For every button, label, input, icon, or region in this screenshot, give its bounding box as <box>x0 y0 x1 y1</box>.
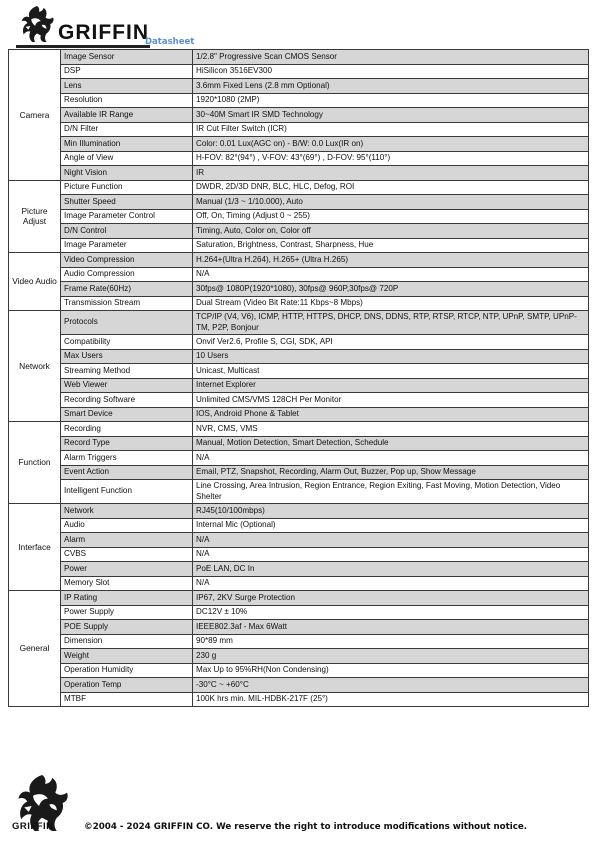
specification-table <box>8 49 589 707</box>
spec-value: PoE LAN, DC In <box>193 562 589 577</box>
spec-row <box>9 296 589 311</box>
spec-parameter: Record Type <box>61 436 193 451</box>
spec-parameter: Available IR Range <box>61 108 193 123</box>
spec-parameter: D/N Filter <box>61 122 193 137</box>
spec-parameter: POE Supply <box>61 620 193 635</box>
spec-value: 100K hrs min. MIL-HDBK-217F (25°) <box>193 692 589 707</box>
spec-row <box>9 151 589 166</box>
spec-value: DC12V ± 10% <box>193 605 589 620</box>
spec-parameter: Dimension <box>61 634 193 649</box>
document-type-label: Datasheet <box>145 37 195 47</box>
spec-parameter: Weight <box>61 649 193 664</box>
spec-row <box>9 634 589 649</box>
spec-parameter: CVBS <box>61 547 193 562</box>
brand-underline <box>16 45 150 48</box>
spec-parameter: Smart Device <box>61 407 193 422</box>
section-name: Function <box>9 422 61 504</box>
spec-row <box>9 591 589 606</box>
spec-row <box>9 547 589 562</box>
spec-row <box>9 180 589 195</box>
spec-parameter: Audio <box>61 518 193 533</box>
spec-parameter: Power <box>61 562 193 577</box>
spec-value: IOS, Android Phone & Tablet <box>193 407 589 422</box>
footer-brand-name: GRIFFIN <box>12 821 54 832</box>
spec-row <box>9 166 589 181</box>
spec-value: 1/2.8" Progressive Scan CMOS Sensor <box>193 50 589 65</box>
section-name: Video Audio <box>9 253 61 311</box>
spec-parameter: Lens <box>61 79 193 94</box>
spec-value: Line Crossing, Area Intrusion, Region Entrance, Region Exiting, Fast Moving, Motion Detection, Video Shelter <box>193 480 589 504</box>
datasheet-header <box>8 4 588 48</box>
spec-row <box>9 311 589 335</box>
spec-parameter: Picture Function <box>61 180 193 195</box>
spec-value: DWDR, 2D/3D DNR, BLC, HLC, Defog, ROI <box>193 180 589 195</box>
spec-row <box>9 238 589 253</box>
spec-row <box>9 649 589 664</box>
spec-row <box>9 50 589 65</box>
spec-value: 3.6mm Fixed Lens (2.8 mm Optional) <box>193 79 589 94</box>
spec-row <box>9 562 589 577</box>
spec-row <box>9 64 589 79</box>
spec-value: N/A <box>193 547 589 562</box>
spec-row <box>9 422 589 437</box>
spec-value: 30~40M Smart IR SMD Technology <box>193 108 589 123</box>
spec-row <box>9 93 589 108</box>
spec-parameter: Compatibility <box>61 335 193 350</box>
spec-value: Unlimited CMS/VMS 128CH Per Monitor <box>193 393 589 408</box>
spec-row <box>9 224 589 239</box>
spec-parameter: Streaming Method <box>61 364 193 379</box>
spec-parameter: Alarm <box>61 533 193 548</box>
spec-parameter: Web Viewer <box>61 378 193 393</box>
spec-value: Timing, Auto, Color on, Color off <box>193 224 589 239</box>
section-name: Camera <box>9 50 61 181</box>
spec-value: Manual, Motion Detection, Smart Detection, Schedule <box>193 436 589 451</box>
spec-value: N/A <box>193 267 589 282</box>
spec-value: Max Up to 95%RH(Non Condensing) <box>193 663 589 678</box>
spec-value: Manual (1/3 ~ 1/10.000), Auto <box>193 195 589 210</box>
copyright-notice: ©2004 - 2024 GRIFFIN CO. We reserve the right to introduce modifications without notice. <box>84 822 528 832</box>
spec-parameter: MTBF <box>61 692 193 707</box>
spec-value: IEEE802.3af - Max 6Watt <box>193 620 589 635</box>
spec-value: Email, PTZ, Snapshot, Recording, Alarm Out, Buzzer, Pop up, Show Message <box>193 465 589 480</box>
spec-row <box>9 605 589 620</box>
spec-value: TCP/IP (V4, V6), ICMP, HTTP, HTTPS, DHCP, DNS, DDNS, RTP, RTSP, RTCP, NTP, UPnP, SMTP, UPnP-TM, P2P, Bonjour <box>193 311 589 335</box>
spec-row <box>9 678 589 693</box>
griffin-logo-icon <box>18 4 56 44</box>
spec-parameter: Video Compression <box>61 253 193 268</box>
spec-parameter: Event Action <box>61 465 193 480</box>
spec-value: Off, On, Timing (Adjust 0 ~ 255) <box>193 209 589 224</box>
spec-row <box>9 282 589 297</box>
spec-parameter: Image Parameter <box>61 238 193 253</box>
spec-parameter: Shutter Speed <box>61 195 193 210</box>
spec-parameter: Recording <box>61 422 193 437</box>
spec-parameter: Frame Rate(60Hz) <box>61 282 193 297</box>
spec-parameter: Image Parameter Control <box>61 209 193 224</box>
spec-value: Color: 0.01 Lux(AGC on) - B/W: 0.0 Lux(IR on) <box>193 137 589 152</box>
spec-row <box>9 518 589 533</box>
spec-row <box>9 576 589 591</box>
spec-value: Dual Stream (Video Bit Rate:11 Kbps~8 Mbps) <box>193 296 589 311</box>
spec-value: Internal Mic (Optional) <box>193 518 589 533</box>
spec-parameter: Protocols <box>61 311 193 335</box>
spec-row <box>9 137 589 152</box>
spec-row <box>9 108 589 123</box>
spec-row <box>9 393 589 408</box>
spec-row <box>9 335 589 350</box>
section-name: Interface <box>9 504 61 591</box>
spec-value: IR Cut Filter Switch (ICR) <box>193 122 589 137</box>
spec-row <box>9 364 589 379</box>
spec-row <box>9 407 589 422</box>
spec-value: HiSilicon 3516EV300 <box>193 64 589 79</box>
spec-parameter: Resolution <box>61 93 193 108</box>
spec-value: Saturation, Brightness, Contrast, Sharpness, Hue <box>193 238 589 253</box>
spec-value: Unicast, Multicast <box>193 364 589 379</box>
section-name: Picture Adjust <box>9 180 61 253</box>
spec-row <box>9 349 589 364</box>
spec-parameter: Network <box>61 504 193 519</box>
spec-parameter: Max Users <box>61 349 193 364</box>
spec-parameter: Night Vision <box>61 166 193 181</box>
spec-value: N/A <box>193 533 589 548</box>
spec-value: 90*89 mm <box>193 634 589 649</box>
spec-value: Onvif Ver2.6, Profile S, CGI, SDK, API <box>193 335 589 350</box>
spec-value: RJ45(10/100mbps) <box>193 504 589 519</box>
brand-name: GRIFFIN <box>58 21 149 44</box>
spec-row <box>9 533 589 548</box>
spec-value: 30fps@ 1080P(1920*1080), 30fps@ 960P,30fps@ 720P <box>193 282 589 297</box>
spec-parameter: Audio Compression <box>61 267 193 282</box>
spec-value: IP67, 2KV Surge Protection <box>193 591 589 606</box>
spec-parameter: D/N Control <box>61 224 193 239</box>
spec-row <box>9 79 589 94</box>
spec-parameter: Memory Slot <box>61 576 193 591</box>
spec-row <box>9 253 589 268</box>
spec-parameter: Operation Humidity <box>61 663 193 678</box>
spec-value: 1920*1080 (2MP) <box>193 93 589 108</box>
spec-parameter: Alarm Triggers <box>61 451 193 466</box>
spec-row <box>9 692 589 707</box>
spec-row <box>9 451 589 466</box>
spec-row <box>9 504 589 519</box>
spec-parameter: Min Illumination <box>61 137 193 152</box>
spec-parameter: DSP <box>61 64 193 79</box>
spec-parameter: Image Sensor <box>61 50 193 65</box>
spec-value: H-FOV: 82°(94°) , V-FOV: 43°(69°) , D-FOV: 95°(110°) <box>193 151 589 166</box>
spec-parameter: Transmission Stream <box>61 296 193 311</box>
spec-row <box>9 465 589 480</box>
spec-value: -30°C ~ +60°C <box>193 678 589 693</box>
spec-parameter: Operation Temp <box>61 678 193 693</box>
spec-row <box>9 267 589 282</box>
spec-row <box>9 620 589 635</box>
spec-row <box>9 378 589 393</box>
spec-parameter: Recording Software <box>61 393 193 408</box>
spec-row <box>9 209 589 224</box>
spec-parameter: Angle of View <box>61 151 193 166</box>
spec-value: N/A <box>193 451 589 466</box>
spec-row <box>9 122 589 137</box>
spec-value: 10 Users <box>193 349 589 364</box>
section-name: General <box>9 591 61 707</box>
spec-value: H.264+(Ultra H.264), H.265+ (Ultra H.265) <box>193 253 589 268</box>
spec-parameter: Intelligent Function <box>61 480 193 504</box>
spec-value: IR <box>193 166 589 181</box>
specification-table-body <box>9 50 589 707</box>
spec-parameter: IP Rating <box>61 591 193 606</box>
spec-row <box>9 436 589 451</box>
spec-row <box>9 195 589 210</box>
spec-row <box>9 480 589 504</box>
spec-value: Internet Explorer <box>193 378 589 393</box>
spec-value: N/A <box>193 576 589 591</box>
spec-value: 230 g <box>193 649 589 664</box>
spec-value: NVR, CMS, VMS <box>193 422 589 437</box>
spec-parameter: Power Supply <box>61 605 193 620</box>
section-name: Network <box>9 311 61 422</box>
spec-row <box>9 663 589 678</box>
